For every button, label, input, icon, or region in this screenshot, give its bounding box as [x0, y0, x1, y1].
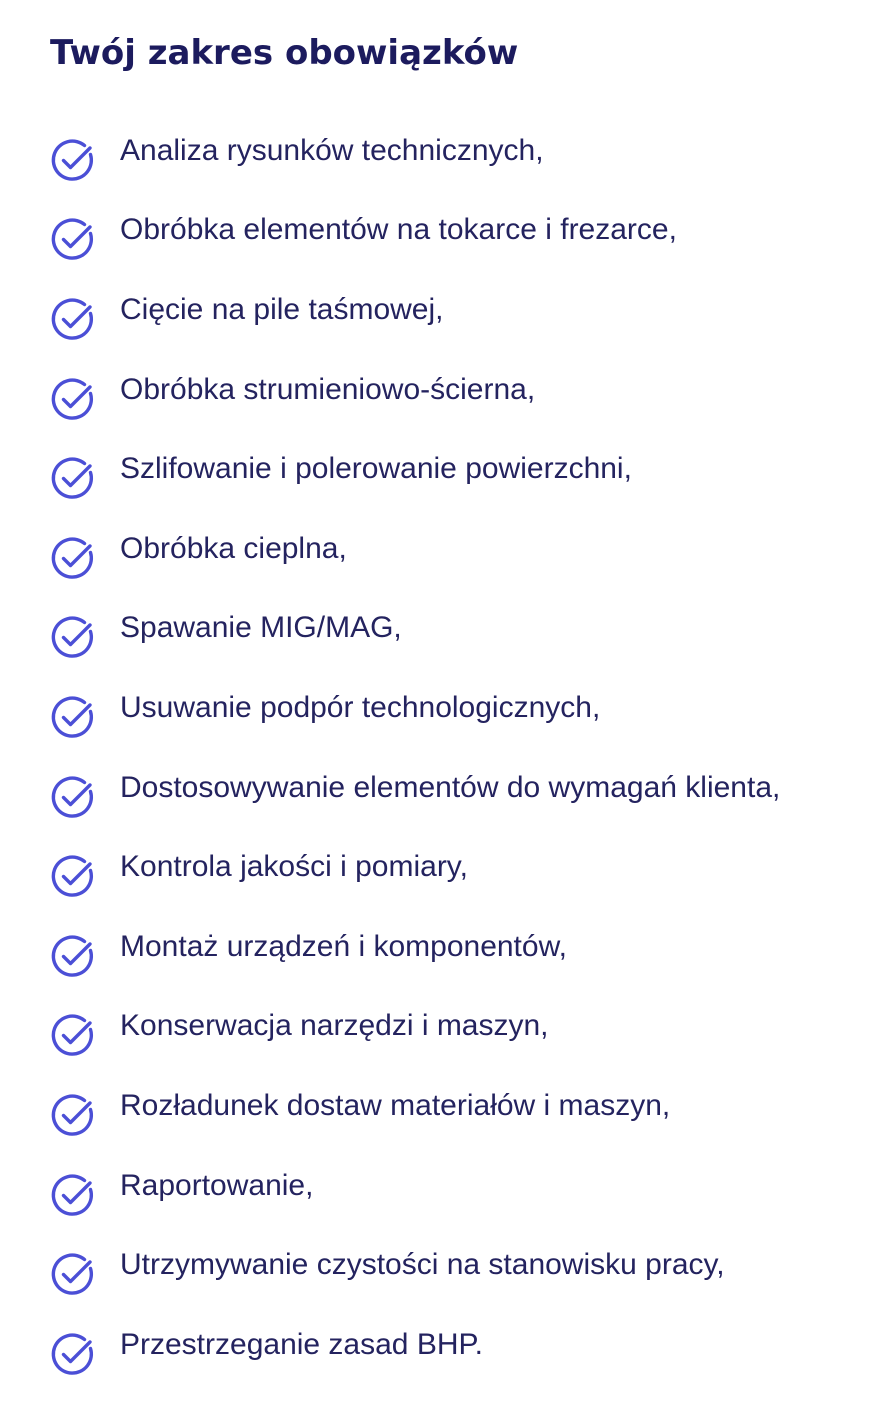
list-item	[50, 675, 869, 755]
check-circle-icon	[50, 1251, 96, 1297]
check-circle-icon	[50, 694, 96, 740]
check-circle-icon	[50, 933, 96, 979]
check-circle-icon	[50, 376, 96, 422]
list-item	[50, 1312, 869, 1392]
check-circle-icon	[50, 1172, 96, 1218]
check-circle-icon	[50, 853, 96, 899]
check-circle-icon	[50, 137, 96, 183]
list-item-label: Obróbka elementów na tokarce i frezarce,	[120, 213, 677, 247]
list-item-label: Kontrola jakości i pomiary,	[120, 850, 468, 884]
check-circle-icon	[50, 1331, 96, 1377]
list-item	[50, 914, 869, 994]
check-circle-icon	[50, 1092, 96, 1138]
list-item-label: Przestrzeganie zasad BHP.	[120, 1327, 483, 1361]
list-item-label: Cięcie na pile taśmowej,	[120, 292, 444, 326]
list-item-label: Analiza rysunków technicznych,	[120, 133, 544, 167]
list-item	[50, 516, 869, 596]
list-item-label: Raportowanie,	[120, 1168, 314, 1202]
list-item	[50, 755, 869, 835]
list-item	[50, 1232, 869, 1312]
duties-list	[50, 118, 869, 1392]
list-item-label: Dostosowywanie elementów do wymagań klienta,	[120, 770, 781, 804]
list-item	[50, 596, 869, 676]
list-item	[50, 834, 869, 914]
list-item	[50, 198, 869, 278]
list-item	[50, 1153, 869, 1233]
check-circle-icon	[50, 614, 96, 660]
list-item-label: Obróbka cieplna,	[120, 531, 347, 565]
list-item	[50, 994, 869, 1074]
check-circle-icon	[50, 1012, 96, 1058]
list-item-label: Usuwanie podpór technologicznych,	[120, 690, 601, 724]
check-circle-icon	[50, 216, 96, 262]
list-item-label: Konserwacja narzędzi i maszyn,	[120, 1009, 549, 1043]
list-item	[50, 277, 869, 357]
list-item-label: Obróbka strumieniowo-ścierna,	[120, 372, 536, 406]
list-item-label: Utrzymywanie czystości na stanowisku pracy,	[120, 1248, 725, 1282]
list-item	[50, 357, 869, 437]
list-item-label: Szlifowanie i polerowanie powierzchni,	[120, 452, 632, 486]
list-item-label: Rozładunek dostaw materiałów i maszyn,	[120, 1088, 671, 1122]
list-item-label: Spawanie MIG/MAG,	[120, 611, 402, 645]
list-item-label: Montaż urządzeń i komponentów,	[120, 929, 567, 963]
check-circle-icon	[50, 535, 96, 581]
check-circle-icon	[50, 296, 96, 342]
check-circle-icon	[50, 455, 96, 501]
list-item	[50, 118, 869, 198]
check-circle-icon	[50, 774, 96, 820]
list-item	[50, 1073, 869, 1153]
list-item	[50, 436, 869, 516]
section-title: Twój zakres obowiązków	[50, 33, 519, 73]
